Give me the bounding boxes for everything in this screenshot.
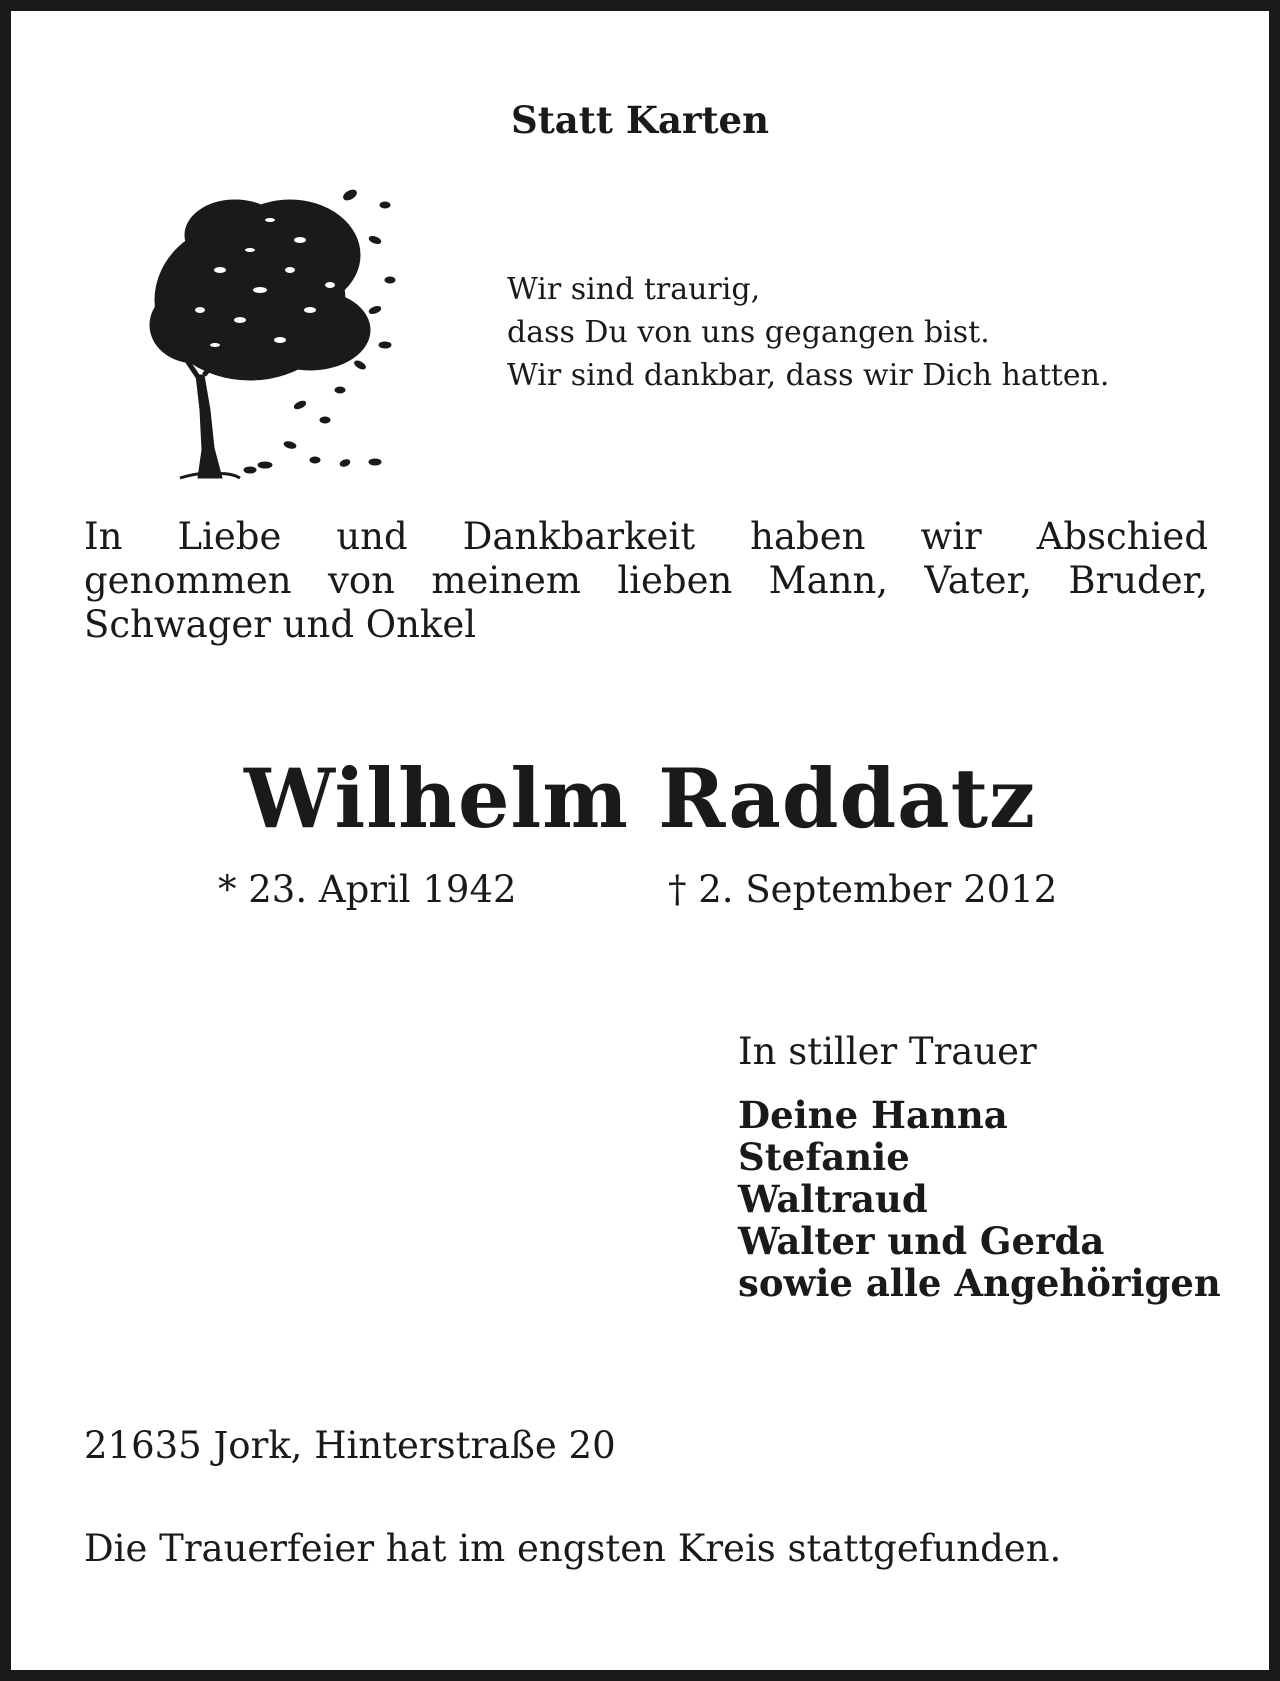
intro-line: Schwager und Onkel <box>84 603 477 646</box>
mourner: Stefanie <box>738 1135 910 1179</box>
intro-paragraph <box>84 515 1208 647</box>
poem-line: Wir sind dankbar, dass wir Dich hatten. <box>507 358 1110 393</box>
intro-line: In Liebe und Dankbarkeit haben wir Abschied <box>84 515 1208 558</box>
intro-line: genommen von meinem lieben Mann, Vater, Bruder, <box>84 559 1208 602</box>
poem <box>507 268 1227 397</box>
deceased-name: Wilhelm Raddatz <box>243 752 1036 847</box>
tree-in-wind-icon <box>140 160 400 480</box>
mourner: Walter und Gerda <box>738 1219 1105 1263</box>
mourner: Deine Hanna <box>738 1093 1008 1137</box>
death-date: † 2. September 2012 <box>668 868 1058 911</box>
mourner: sowie alle Angehörigen <box>738 1261 1221 1305</box>
poem-line: Wir sind traurig, <box>507 272 761 307</box>
mourners-list <box>738 1094 1221 1304</box>
address: 21635 Jork, Hinterstraße 20 <box>84 1424 616 1467</box>
birth-date: * 23. April 1942 <box>218 868 517 911</box>
ceremony-note: Die Trauerfeier hat im engsten Kreis stattgefunden. <box>84 1527 1062 1570</box>
poem-line: dass Du von uns gegangen bist. <box>507 315 990 350</box>
mourner: Waltraud <box>738 1177 928 1221</box>
notice-heading: Statt Karten <box>510 98 769 142</box>
mourning-intro: In stiller Trauer <box>738 1030 1037 1073</box>
